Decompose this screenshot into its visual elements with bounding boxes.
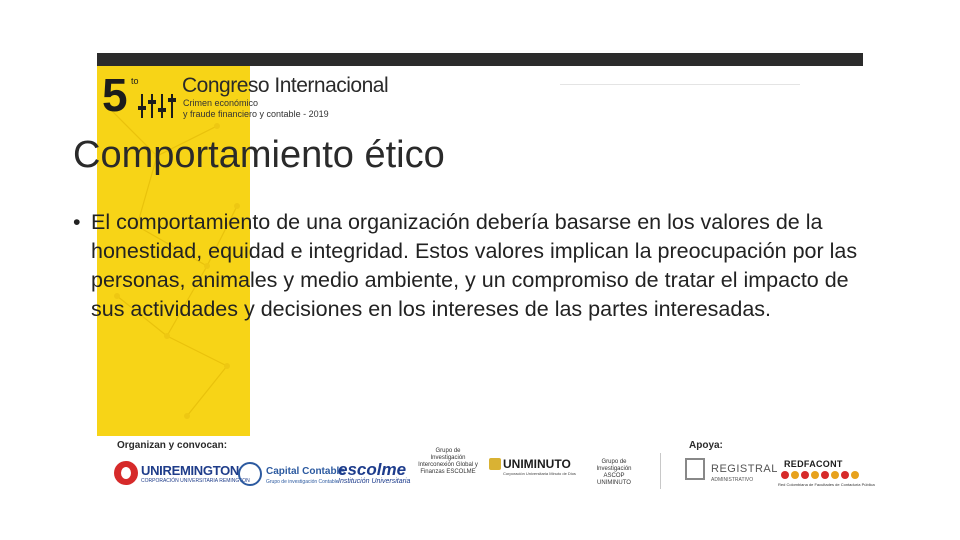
event-subtitle-2: y fraude financiero y contable - 2019: [183, 109, 329, 119]
uniremington-name: UNIREMINGTON: [141, 463, 239, 478]
uniminuto-sub: Corporación Universitaria Minuto de Dios: [503, 471, 576, 476]
capital-contable-logo-icon: [238, 462, 262, 486]
event-number-suffix: to: [131, 76, 139, 86]
escolme-research-group: Grupo de Investigación Interconexión Global y Finanzas ESCOLME: [418, 448, 478, 475]
top-bar: [97, 53, 863, 66]
header-rule: [560, 84, 800, 85]
bullet-text: El comportamiento de una organización debería basarse en los valores de la honestidad, equidad e integridad. Estos valores implican la preocupación por las personas, animales y medio ambiente, y un compromiso de tratar el impacto de sus actividades y decisiones en los intereses de las partes interesadas.: [91, 210, 858, 321]
redfacont-dots-icon: [780, 470, 860, 480]
capital-contable-name: Capital Contable: [266, 466, 345, 477]
uniremington-logo-icon: [114, 461, 138, 485]
escolme-sub: Institución Universitaria: [338, 478, 411, 485]
registral-logo-icon: [685, 458, 705, 480]
event-title: Congreso Internacional: [182, 74, 389, 97]
organizers-label: Organizan y convocan:: [117, 440, 228, 451]
slide-title: Comportamiento ético: [73, 134, 445, 176]
congress-logo: [100, 69, 389, 124]
redfacont-name: REDFACONT: [784, 459, 843, 469]
registral-sub: ADMINISTRATIVO: [711, 477, 754, 483]
event-subtitle-1: Crimen económico: [183, 98, 259, 108]
ascop-research-group: Grupo de Investigación ASCOP UNIMINUTO: [596, 459, 632, 486]
redfacont-sub: Red Colombiana de Facultades de Contaduría Pública: [778, 482, 875, 487]
uniremington-sub: CORPORACIÓN UNIVERSITARIA REMINGTON: [141, 478, 250, 484]
uniminuto-logo-icon: [489, 458, 501, 470]
bullet-marker: •: [73, 210, 81, 234]
slide-body: [73, 208, 863, 324]
event-number: 5: [102, 69, 128, 121]
registral-name: REGISTRAL: [711, 463, 778, 475]
uniminuto-name: UNIMINUTO: [503, 457, 571, 471]
capital-contable-sub: Grupo de investigación Contable: [266, 479, 339, 485]
escolme-name: escolme: [338, 460, 407, 479]
support-label: Apoya:: [689, 440, 723, 451]
footer-divider: [660, 453, 661, 489]
equalizer-icon: [138, 92, 182, 120]
